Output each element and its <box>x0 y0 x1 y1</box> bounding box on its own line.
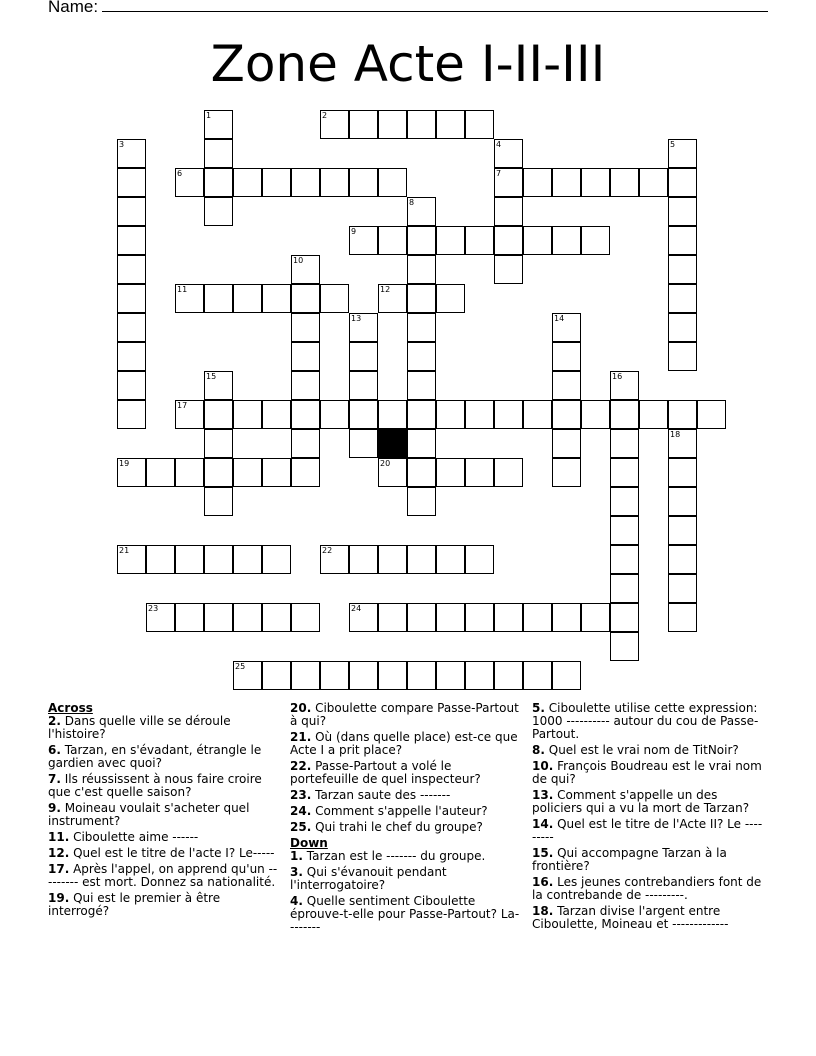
grid-cell[interactable] <box>117 371 146 400</box>
cell-number: 7 <box>496 169 502 178</box>
grid-cell[interactable] <box>378 400 407 429</box>
cell-number: 22 <box>322 546 333 555</box>
grid-cell[interactable] <box>117 400 146 429</box>
grid-cell[interactable] <box>291 284 320 313</box>
grid-cell[interactable] <box>204 197 233 226</box>
grid-cell[interactable] <box>407 487 436 516</box>
grid-cell[interactable] <box>262 661 291 690</box>
grid-cell[interactable] <box>233 400 262 429</box>
black-cell <box>378 429 407 458</box>
grid-cell[interactable] <box>204 458 233 487</box>
clue-across-6: 6. Tarzan, en s'évadant, étrangle le gardien avec quoi? <box>48 743 262 770</box>
grid-cell[interactable] <box>639 400 668 429</box>
grid-cell[interactable] <box>494 661 523 690</box>
clue-across-23: 23. Tarzan saute des ------- <box>290 788 451 802</box>
cell-number: 17 <box>177 401 188 410</box>
grid-cell[interactable] <box>465 603 494 632</box>
clue-across-7: 7. Ils réussissent à nous faire croire que c'est quelle saison? <box>48 772 262 799</box>
clue-across-17: 17. Après l'appel, on apprend qu'un --------- est mort. Donnez sa nationalité. <box>48 862 278 889</box>
clue-down-14: 14. Quel est le titre de l'Acte II? Le --------- <box>532 817 763 844</box>
clue-across-2: 2. Dans quelle ville se déroule l'histoire? <box>48 714 231 741</box>
clue-across-12: 12. Quel est le titre de l'acte I? Le----- <box>48 846 275 860</box>
grid-cell[interactable] <box>291 603 320 632</box>
grid-cell[interactable] <box>610 516 639 545</box>
grid-cell[interactable] <box>291 168 320 197</box>
cell-number: 19 <box>119 459 130 468</box>
cell-number: 10 <box>293 256 304 265</box>
grid-cell[interactable] <box>436 110 465 139</box>
grid-cell[interactable] <box>204 139 233 168</box>
grid-cell[interactable] <box>407 545 436 574</box>
grid-cell[interactable] <box>175 545 204 574</box>
clue-down-4: 4. Quelle sentiment Ciboulette éprouve-t-elle pour Passe-Partout? La-------- <box>290 894 520 934</box>
cell-number: 21 <box>119 546 130 555</box>
grid-cell[interactable] <box>436 661 465 690</box>
grid-cell[interactable] <box>668 255 697 284</box>
cell-number: 3 <box>119 140 125 149</box>
down-heading: Down <box>290 836 328 850</box>
grid-cell[interactable] <box>233 458 262 487</box>
clues-column-3 <box>532 702 764 934</box>
clue-across-20: 20. Ciboulette compare Passe-Partout à qui? <box>290 701 519 728</box>
grid-cell[interactable] <box>291 342 320 371</box>
grid-cell[interactable] <box>407 342 436 371</box>
grid-cell[interactable] <box>465 226 494 255</box>
grid-cell[interactable] <box>610 574 639 603</box>
clue-across-21: 21. Où (dans quelle place) est-ce que Acte I a prit place? <box>290 730 518 757</box>
grid-cell[interactable] <box>407 371 436 400</box>
grid-cell[interactable] <box>204 545 233 574</box>
clue-down-5: 5. Ciboulette utilise cette expression: 1000 ---------- autour du cou de Passe-Partout. <box>532 701 759 741</box>
grid-cell[interactable] <box>610 545 639 574</box>
grid-cell[interactable] <box>552 342 581 371</box>
page-title: Zone Acte I-II-III <box>210 35 606 93</box>
clue-down-16: 16. Les jeunes contrebandiers font de la contrebande de ---------. <box>532 875 762 902</box>
clue-across-9: 9. Moineau voulait s'acheter quel instrument? <box>48 801 250 828</box>
grid-cell[interactable] <box>668 487 697 516</box>
grid-cell[interactable] <box>494 400 523 429</box>
grid-cell[interactable] <box>117 313 146 342</box>
grid-cell[interactable] <box>262 168 291 197</box>
cell-number: 5 <box>670 140 676 149</box>
grid-cell[interactable] <box>436 400 465 429</box>
grid-cell[interactable] <box>668 313 697 342</box>
grid-cell[interactable] <box>407 400 436 429</box>
grid-cell[interactable] <box>523 661 552 690</box>
grid-cell[interactable] <box>407 110 436 139</box>
grid-cell[interactable] <box>610 400 639 429</box>
cell-number: 13 <box>351 314 362 323</box>
grid-cell[interactable] <box>204 487 233 516</box>
grid-cell[interactable] <box>668 197 697 226</box>
grid-cell[interactable] <box>378 661 407 690</box>
grid-cell[interactable] <box>291 400 320 429</box>
grid-cell[interactable] <box>291 429 320 458</box>
grid-cell[interactable] <box>523 168 552 197</box>
grid-cell[interactable] <box>610 429 639 458</box>
grid-cell[interactable] <box>465 545 494 574</box>
grid-cell[interactable] <box>523 226 552 255</box>
grid-cell[interactable] <box>494 603 523 632</box>
grid-cell[interactable] <box>233 284 262 313</box>
grid-cell[interactable] <box>552 400 581 429</box>
grid-cell[interactable] <box>291 313 320 342</box>
grid-cell[interactable] <box>349 400 378 429</box>
cell-number: 6 <box>177 169 183 178</box>
grid-cell[interactable] <box>407 284 436 313</box>
grid-cell[interactable] <box>349 429 378 458</box>
grid-cell[interactable] <box>175 603 204 632</box>
grid-cell[interactable] <box>349 545 378 574</box>
grid-cell[interactable] <box>320 168 349 197</box>
grid-cell[interactable] <box>552 371 581 400</box>
clue-across-11: 11. Ciboulette aime ------ <box>48 830 199 844</box>
grid-cell[interactable] <box>378 110 407 139</box>
grid-cell[interactable] <box>233 603 262 632</box>
clue-down-13: 13. Comment s'appelle un des policiers qui a vu la mort de Tarzan? <box>532 788 750 815</box>
clue-down-8: 8. Quel est le vrai nom de TitNoir? <box>532 743 739 757</box>
cell-number: 14 <box>554 314 565 323</box>
grid-cell[interactable] <box>117 226 146 255</box>
cell-number: 16 <box>612 372 623 381</box>
grid-cell[interactable] <box>668 516 697 545</box>
grid-cell[interactable] <box>407 429 436 458</box>
grid-cell[interactable] <box>291 458 320 487</box>
clue-across-24: 24. Comment s'appelle l'auteur? <box>290 804 488 818</box>
clue-down-15: 15. Qui accompagne Tarzan à la frontière? <box>532 846 727 873</box>
grid-cell[interactable] <box>117 197 146 226</box>
grid-cell[interactable] <box>697 400 726 429</box>
grid-cell[interactable] <box>117 168 146 197</box>
grid-cell[interactable] <box>320 661 349 690</box>
grid-cell[interactable] <box>175 458 204 487</box>
grid-cell[interactable] <box>465 458 494 487</box>
grid-cell[interactable] <box>465 400 494 429</box>
cell-number: 20 <box>380 459 391 468</box>
grid-cell[interactable] <box>436 603 465 632</box>
cell-number: 12 <box>380 285 391 294</box>
grid-cell[interactable] <box>668 168 697 197</box>
grid-cell[interactable] <box>523 400 552 429</box>
grid-cell[interactable] <box>407 313 436 342</box>
grid-cell[interactable] <box>552 429 581 458</box>
grid-cell[interactable] <box>668 574 697 603</box>
grid-cell[interactable] <box>117 342 146 371</box>
grid-cell[interactable] <box>262 284 291 313</box>
grid-cell[interactable] <box>407 255 436 284</box>
clue-down-10: 10. François Boudreau est le vrai nom de qui? <box>532 759 762 786</box>
cell-number: 23 <box>148 604 159 613</box>
grid-cell[interactable] <box>407 458 436 487</box>
grid-cell[interactable] <box>610 168 639 197</box>
grid-cell[interactable] <box>262 545 291 574</box>
grid-cell[interactable] <box>581 603 610 632</box>
clues-column-1 <box>48 702 280 921</box>
cell-number: 8 <box>409 198 415 207</box>
cell-number: 24 <box>351 604 362 613</box>
grid-cell[interactable] <box>465 110 494 139</box>
grid-cell[interactable] <box>349 371 378 400</box>
grid-cell[interactable] <box>494 226 523 255</box>
grid-cell[interactable] <box>146 458 175 487</box>
grid-cell[interactable] <box>639 168 668 197</box>
cell-number: 18 <box>670 430 681 439</box>
grid-cell[interactable] <box>233 545 262 574</box>
grid-cell[interactable] <box>610 632 639 661</box>
cell-number: 2 <box>322 111 328 120</box>
grid-cell[interactable] <box>581 168 610 197</box>
grid-cell[interactable] <box>117 255 146 284</box>
grid-cell[interactable] <box>233 168 262 197</box>
grid-cell[interactable] <box>262 400 291 429</box>
grid-cell[interactable] <box>552 603 581 632</box>
cell-number: 11 <box>177 285 188 294</box>
grid-cell[interactable] <box>291 371 320 400</box>
grid-cell[interactable] <box>668 458 697 487</box>
grid-cell[interactable] <box>262 603 291 632</box>
clue-across-22: 22. Passe-Partout a volé le portefeuille de quel inspecteur? <box>290 759 481 786</box>
grid-cell[interactable] <box>349 661 378 690</box>
grid-cell[interactable] <box>465 661 494 690</box>
grid-cell[interactable] <box>581 226 610 255</box>
grid-cell[interactable] <box>436 226 465 255</box>
grid-cell[interactable] <box>668 284 697 313</box>
grid-cell[interactable] <box>552 168 581 197</box>
grid-cell[interactable] <box>581 400 610 429</box>
grid-cell[interactable] <box>494 197 523 226</box>
grid-cell[interactable] <box>204 400 233 429</box>
grid-cell[interactable] <box>668 603 697 632</box>
grid-cell[interactable] <box>610 603 639 632</box>
grid-cell[interactable] <box>320 284 349 313</box>
cell-number: 25 <box>235 662 246 671</box>
grid-cell[interactable] <box>146 545 175 574</box>
grid-cell[interactable] <box>204 429 233 458</box>
grid-cell[interactable] <box>668 226 697 255</box>
name-label: Name: <box>48 0 99 16</box>
grid-cell[interactable] <box>552 458 581 487</box>
grid-cell[interactable] <box>204 284 233 313</box>
grid-cell[interactable] <box>494 255 523 284</box>
clues-column-2 <box>290 702 522 937</box>
grid-cell[interactable] <box>204 603 233 632</box>
grid-cell[interactable] <box>436 458 465 487</box>
grid-cell[interactable] <box>204 168 233 197</box>
grid-cell[interactable] <box>349 342 378 371</box>
clue-down-1: 1. Tarzan est le ------- du groupe. <box>290 849 486 863</box>
clue-across-19: 19. Qui est le premier à être interrogé? <box>48 891 221 918</box>
grid-cell[interactable] <box>349 110 378 139</box>
grid-cell[interactable] <box>552 661 581 690</box>
grid-cell[interactable] <box>668 400 697 429</box>
grid-cell[interactable] <box>378 168 407 197</box>
grid-cell[interactable] <box>494 458 523 487</box>
cell-number: 15 <box>206 372 217 381</box>
grid-cell[interactable] <box>436 284 465 313</box>
cell-number: 9 <box>351 227 357 236</box>
grid-cell[interactable] <box>320 400 349 429</box>
grid-cell[interactable] <box>407 661 436 690</box>
grid-cell[interactable] <box>610 487 639 516</box>
grid-cell[interactable] <box>610 458 639 487</box>
clue-down-18: 18. Tarzan divise l'argent entre Ciboulette, Moineau et ------------- <box>532 904 729 931</box>
grid-cell[interactable] <box>668 342 697 371</box>
grid-cell[interactable] <box>552 226 581 255</box>
grid-cell[interactable] <box>349 168 378 197</box>
grid-cell[interactable] <box>378 545 407 574</box>
grid-cell[interactable] <box>117 284 146 313</box>
grid-cell[interactable] <box>407 603 436 632</box>
grid-cell[interactable] <box>291 661 320 690</box>
cell-number: 1 <box>206 111 212 120</box>
grid-cell[interactable] <box>523 603 552 632</box>
grid-cell[interactable] <box>378 226 407 255</box>
clue-across-25: 25. Qui trahi le chef du groupe? <box>290 820 483 834</box>
grid-cell[interactable] <box>407 226 436 255</box>
grid-cell[interactable] <box>436 545 465 574</box>
cell-number: 4 <box>496 140 502 149</box>
grid-cell[interactable] <box>668 545 697 574</box>
across-heading: Across <box>48 701 93 715</box>
clue-down-3: 3. Qui s'évanouit pendant l'interrogatoire? <box>290 865 447 892</box>
grid-cell[interactable] <box>262 458 291 487</box>
grid-cell[interactable] <box>378 603 407 632</box>
